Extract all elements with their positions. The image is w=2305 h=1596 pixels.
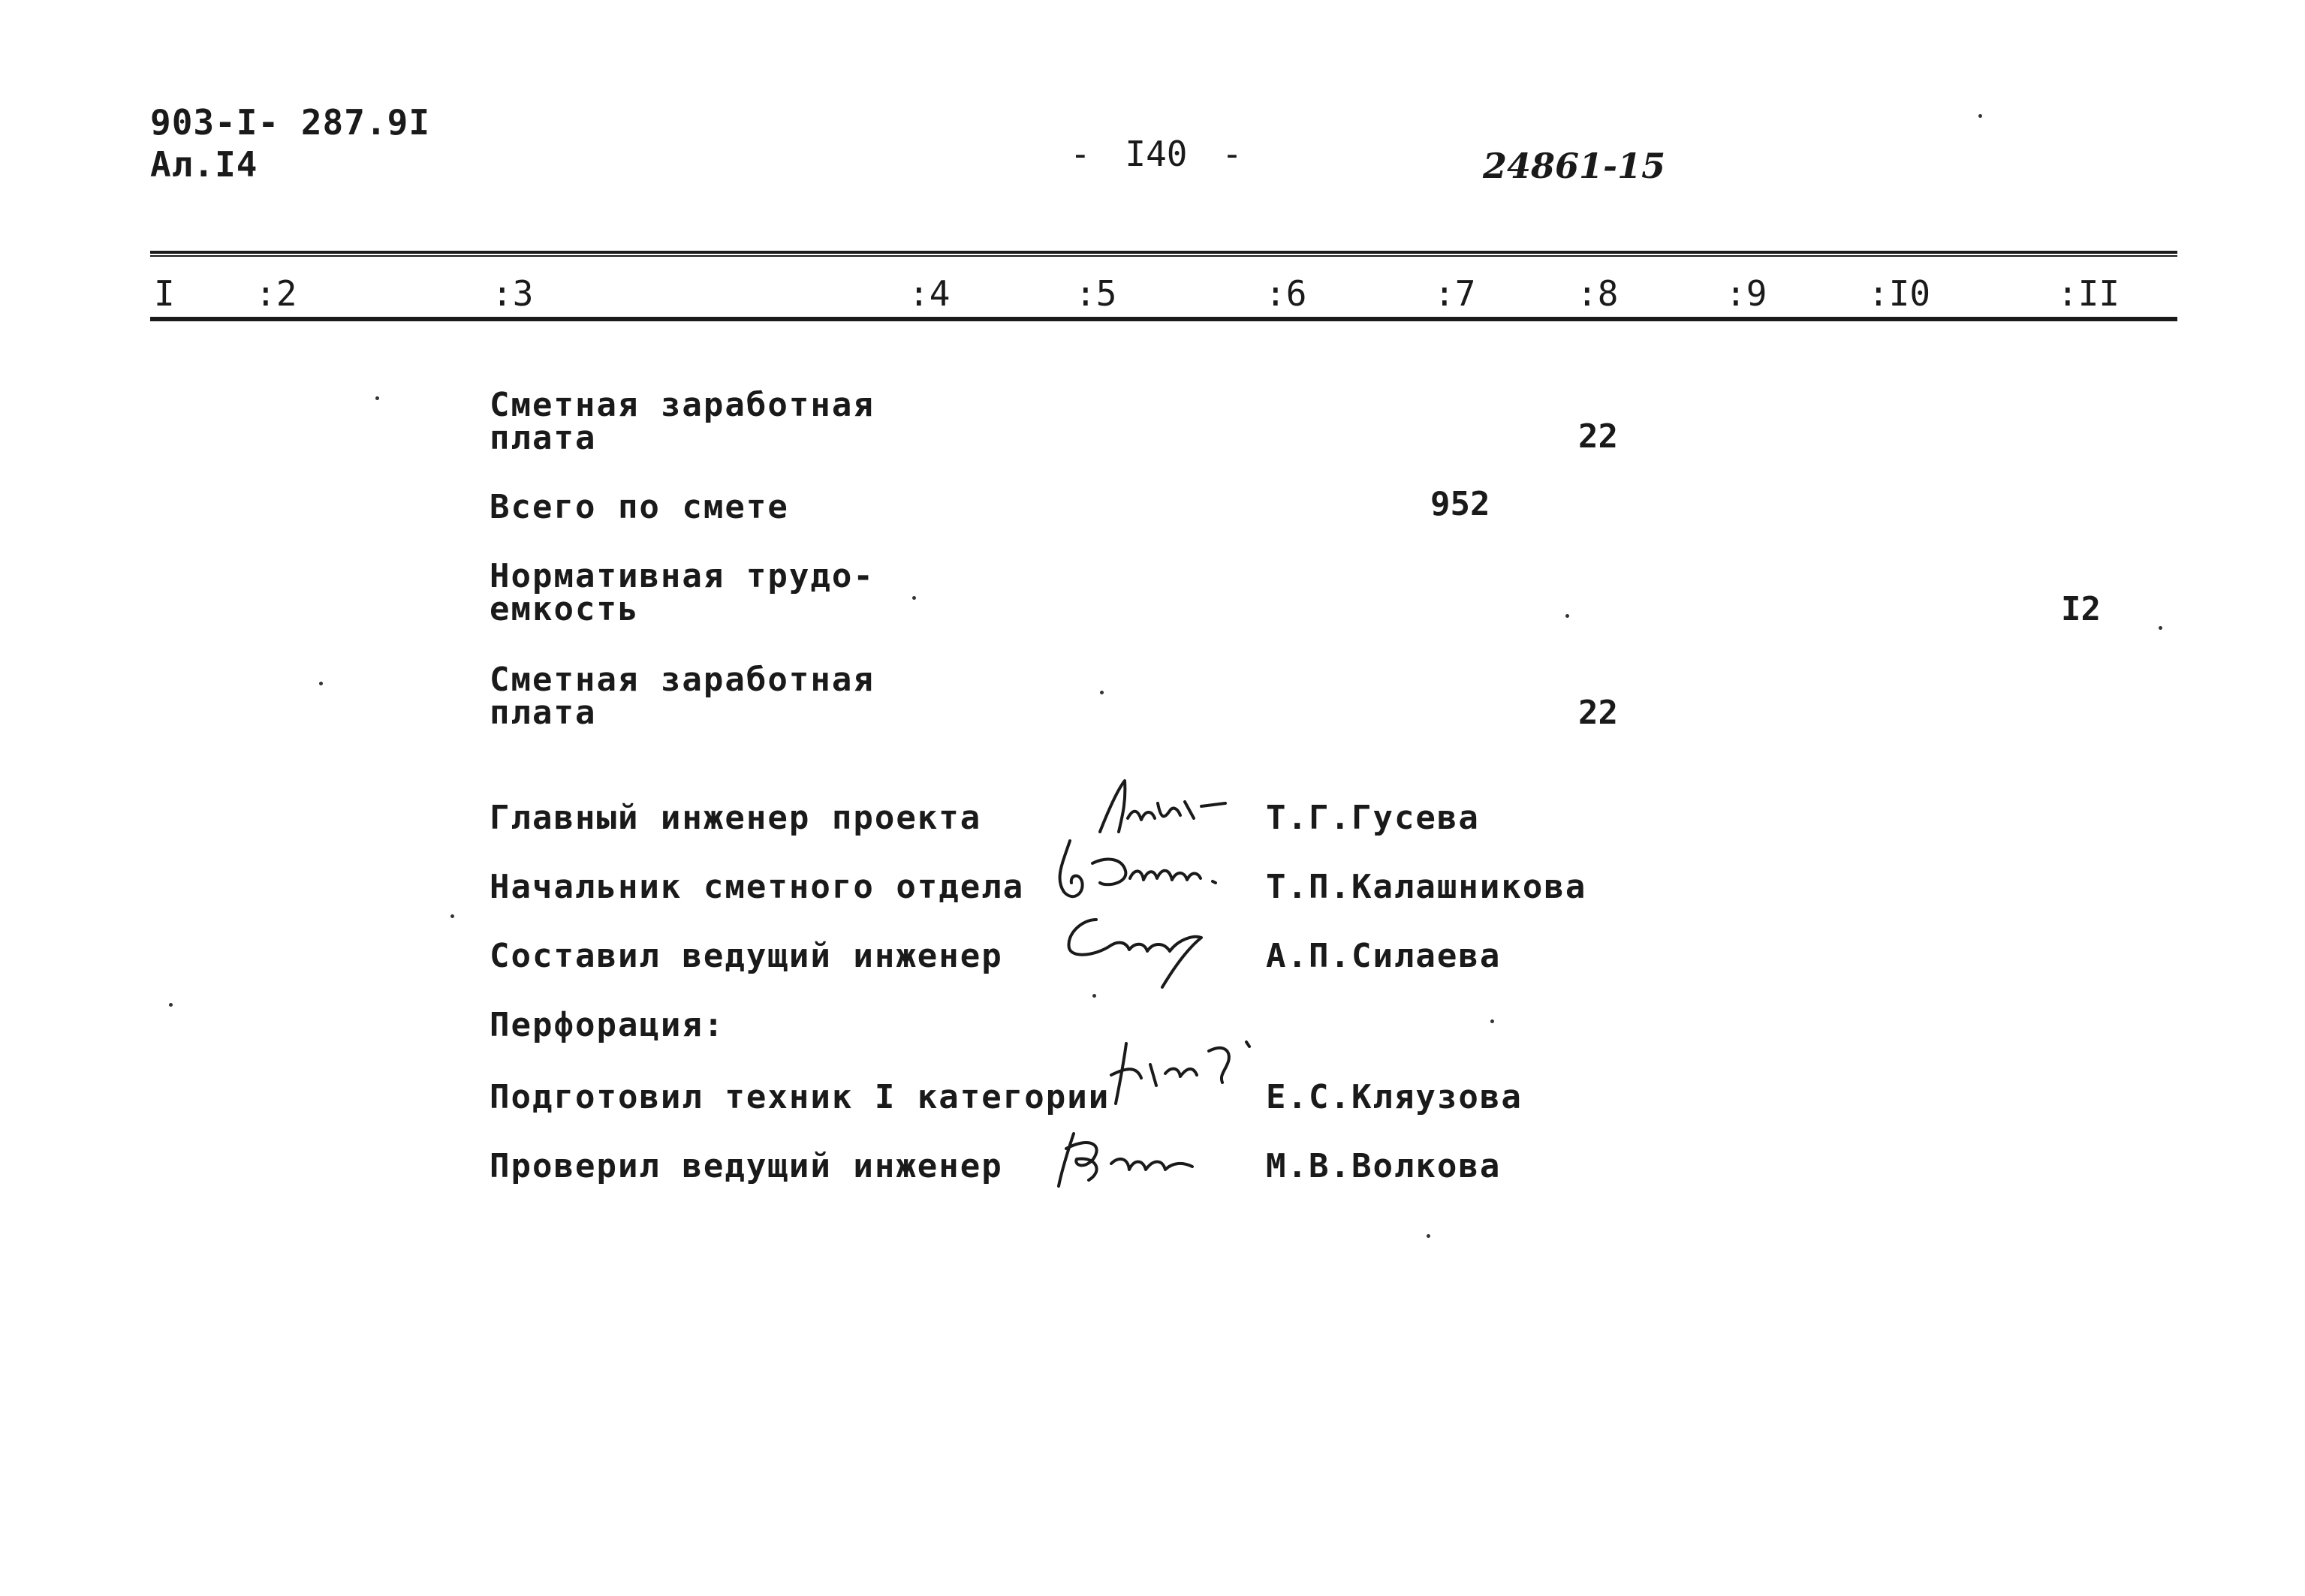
signature-role: Главный инженер проекта — [490, 799, 982, 837]
signature-name: Т.Г.Гусева — [1266, 799, 1480, 837]
scan-speck — [2159, 626, 2162, 630]
signature-name: Т.П.Калашникова — [1266, 868, 1587, 906]
handwritten-signature-3 — [1051, 912, 1224, 995]
row-value-col8: 22 — [1578, 417, 1618, 456]
perforation-heading: Перфорация: — [490, 1006, 725, 1044]
column-number-4: :4 — [908, 273, 951, 314]
scan-speck — [1100, 691, 1104, 694]
signature-role: Проверил ведущий инженер — [490, 1147, 1003, 1185]
scan-speck — [1092, 994, 1096, 998]
signature-name: М.В.Волкова — [1266, 1147, 1502, 1185]
page-number: - I40 - — [1070, 134, 1243, 174]
handwritten-signature-2 — [1047, 833, 1243, 916]
row-label: Сметная заработная плата — [490, 386, 875, 457]
signature-role: Составил ведущий инженер — [490, 937, 1003, 975]
album-number: Ал.I4 — [150, 144, 258, 185]
column-number-11: :II — [2057, 273, 2120, 314]
column-number-1: I — [154, 273, 175, 314]
column-number-9: :9 — [1725, 273, 1767, 314]
handwritten-signature-5 — [1044, 1126, 1209, 1194]
column-number-5: :5 — [1075, 273, 1117, 314]
column-number-6: :6 — [1265, 273, 1307, 314]
scan-speck — [1565, 614, 1569, 618]
scan-speck — [169, 1003, 173, 1007]
row-label: Всего по смете — [490, 488, 789, 526]
scan-speck — [1978, 114, 1982, 118]
row-label: Нормативная трудо- емкость — [490, 557, 875, 628]
header-bottom-rule — [150, 317, 2177, 321]
row-label: Сметная заработная плата — [490, 661, 875, 732]
signature-name: А.П.Силаева — [1266, 937, 1502, 975]
scan-speck — [912, 596, 916, 600]
scan-speck — [1427, 1234, 1430, 1238]
column-number-3: :3 — [492, 273, 534, 314]
handwritten-signature-1 — [1089, 773, 1239, 841]
scan-speck — [1490, 1019, 1494, 1023]
handwritten-signature-4 — [1096, 1028, 1276, 1111]
row-value-col7: 952 — [1430, 485, 1490, 523]
row-value-col8: 22 — [1578, 694, 1618, 732]
column-number-10: :I0 — [1868, 273, 1931, 314]
column-number-2: :2 — [255, 273, 297, 314]
row-value-col11: I2 — [2061, 590, 2101, 628]
archive-number: 24861-15 — [1483, 146, 1666, 186]
header-top-rule — [150, 251, 2177, 254]
signature-role: Начальник сметного отдела — [490, 868, 1025, 906]
header-top-rule-double — [150, 255, 2177, 257]
column-number-7: :7 — [1434, 273, 1476, 314]
scan-speck — [319, 682, 323, 685]
document-code: 903-I- 287.9I — [150, 102, 431, 143]
signature-name: Е.С.Кляузова — [1266, 1078, 1523, 1116]
scan-speck — [450, 914, 454, 918]
signature-role: Подготовил техник I категории — [490, 1078, 1110, 1116]
column-number-8: :8 — [1577, 273, 1619, 314]
scan-speck — [375, 396, 379, 400]
